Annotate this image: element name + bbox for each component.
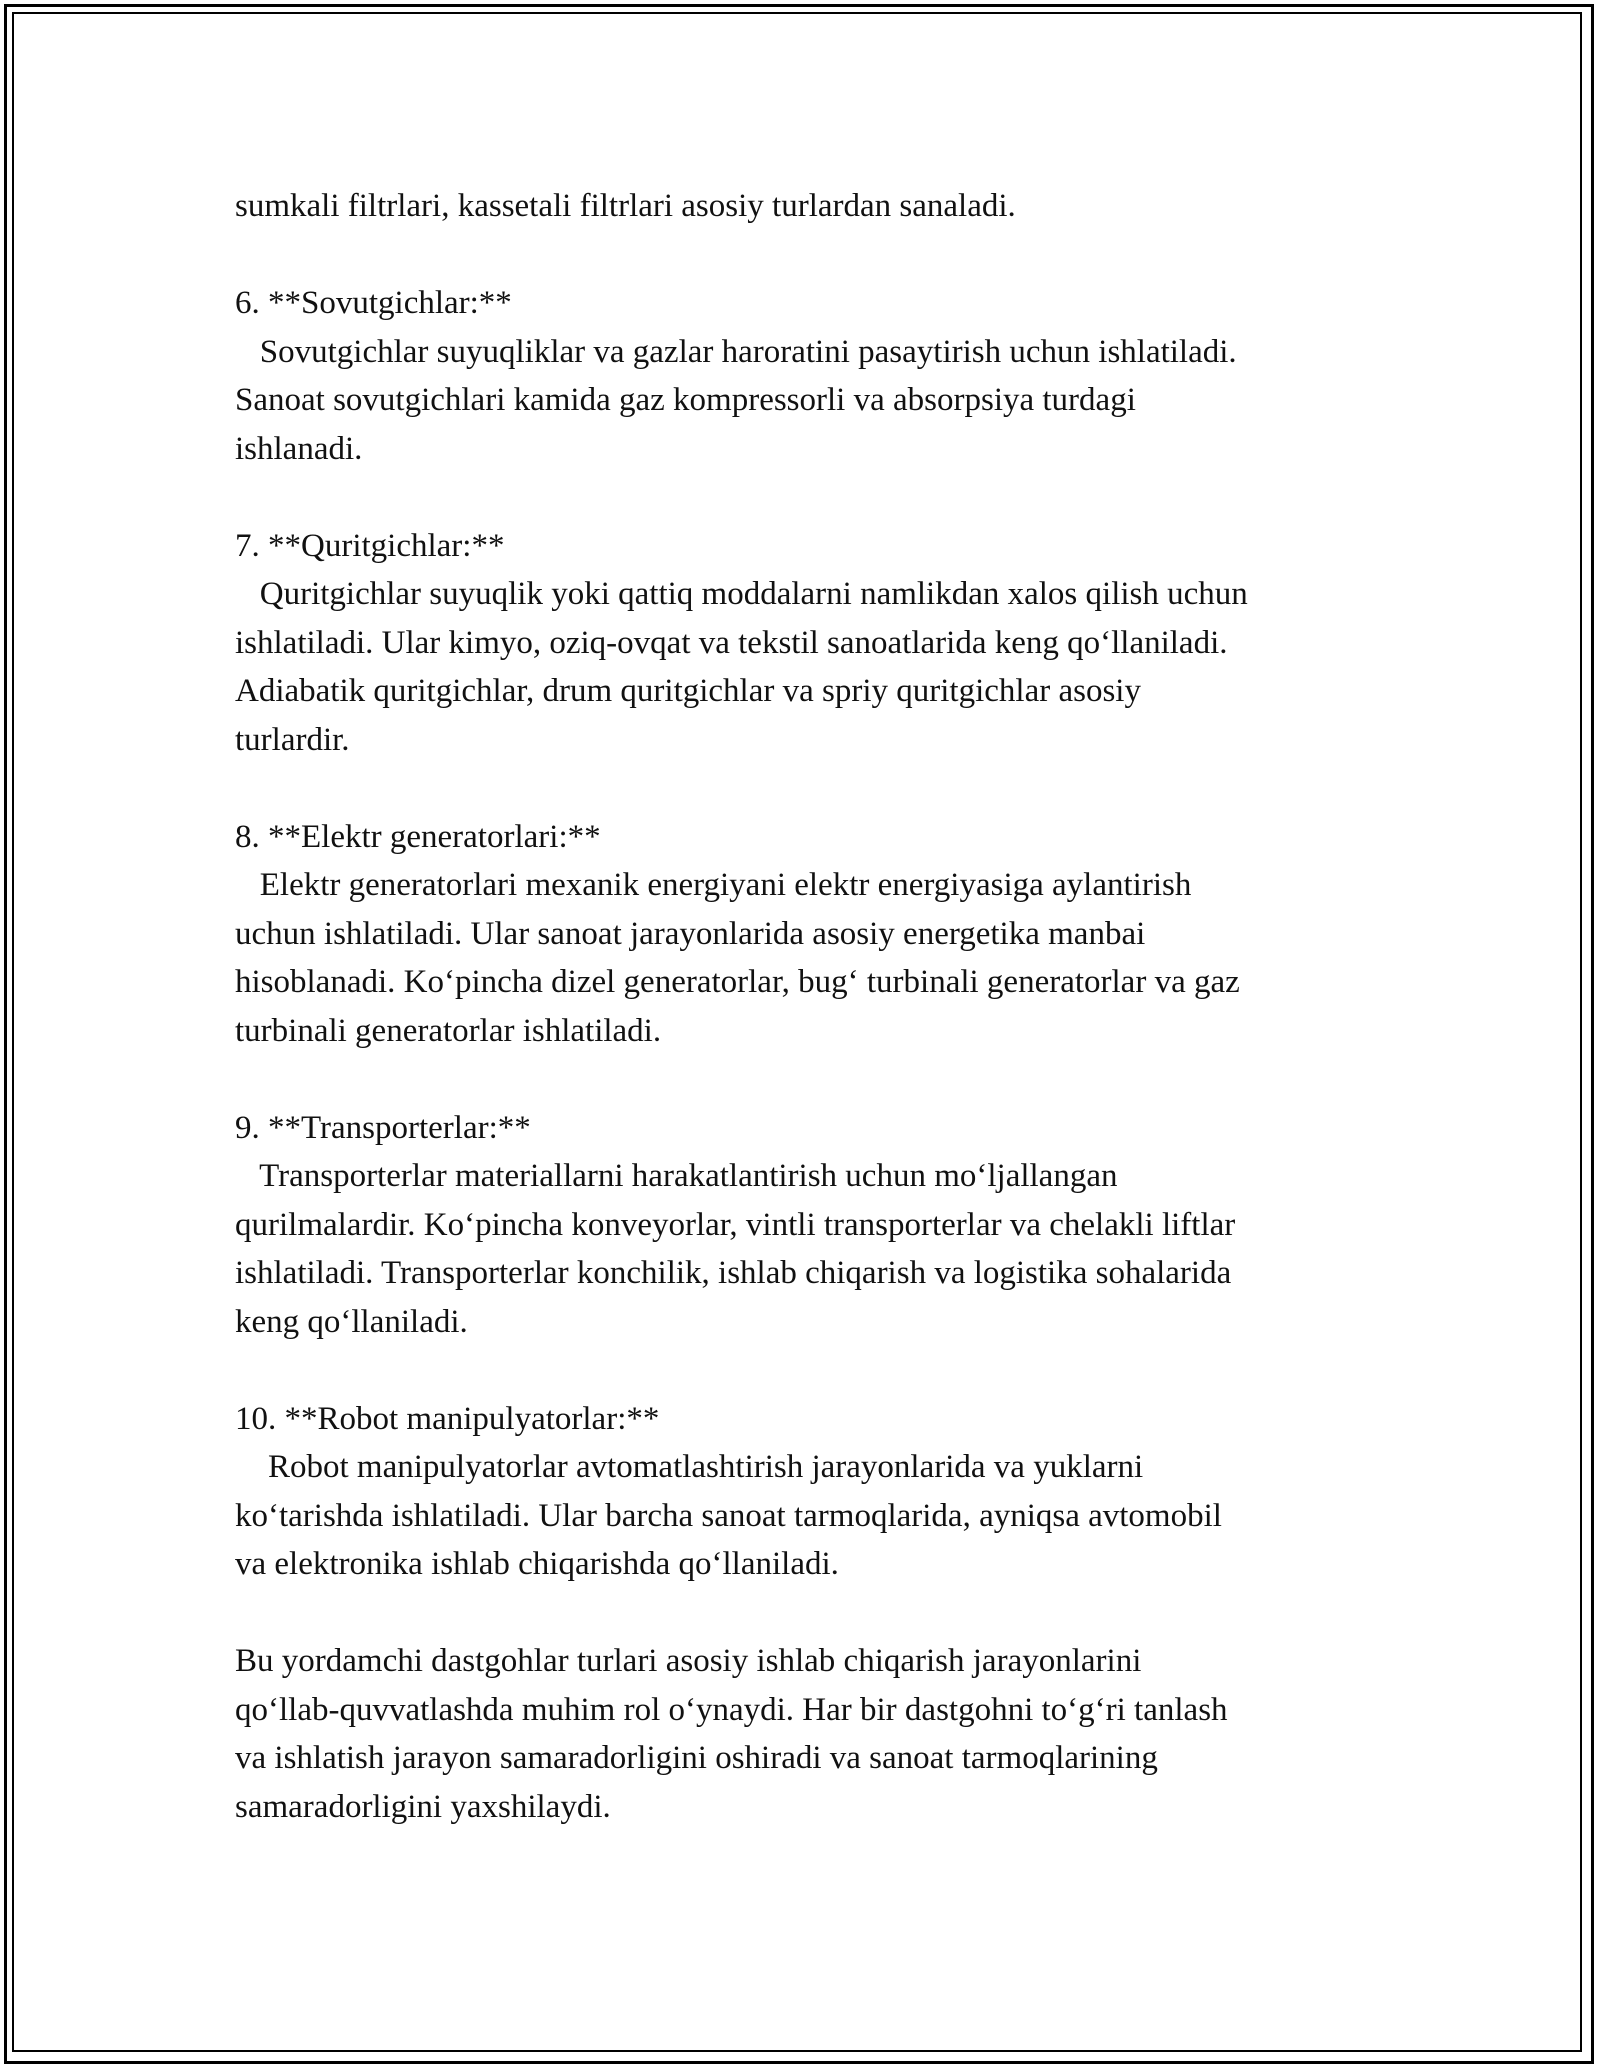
section-line: qurilmalardir. Ko‘pincha konveyorlar, vintli transporterlar va chelakli liftlar bbox=[235, 1206, 1236, 1243]
section-line: hisoblanadi. Ko‘pincha dizel generatorlar, bug‘ turbinali generatorlar va gaz bbox=[235, 964, 1240, 1000]
section-line: Robot manipulyatorlar avtomatlashtirish jarayonlarida va yuklarni bbox=[235, 1449, 1144, 1485]
section-heading-quritgichlar: 7. **Quritgichlar:** bbox=[235, 527, 505, 564]
section-line: turlardir. bbox=[235, 721, 350, 758]
section-line: turbinali generatorlar ishlatiladi. bbox=[235, 1012, 662, 1049]
section-line: ishlatiladi. Transporterlar konchilik, ishlab chiqarish va logistika sohalarida bbox=[235, 1255, 1232, 1291]
section-line: Sanoat sovutgichlari kamida gaz kompressorli va absorpsiya turdagi bbox=[235, 382, 1136, 418]
conclusion-line: Bu yordamchi dastgohlar turlari asosiy ishlab chiqarish jarayonlarini bbox=[235, 1643, 1142, 1679]
section-line: uchun ishlatiladi. Ular sanoat jarayonlarida asosiy energetika manbai bbox=[235, 915, 1146, 952]
paragraph-gap bbox=[235, 1346, 1395, 1395]
conclusion-line: samaradorligini yaxshilaydi. bbox=[235, 1788, 611, 1825]
section-line: ko‘tarishda ishlatiladi. Ular barcha sanoat tarmoqlarida, ayniqsa avtomobil bbox=[235, 1497, 1222, 1534]
intro-line: sumkali filtrlari, kassetali filtrlari asosiy turlardan sanaladi. bbox=[235, 188, 1016, 224]
section-heading-transporterlar: 9. **Transporterlar:** bbox=[235, 1109, 531, 1146]
section-line: keng qo‘llaniladi. bbox=[235, 1303, 468, 1340]
paragraph-gap bbox=[235, 1055, 1395, 1104]
section-line: Sovutgichlar suyuqliklar va gazlar haroratini pasaytirish uchun ishlatiladi. bbox=[235, 333, 1237, 370]
section-heading-robot-manipulyatorlar: 10. **Robot manipulyatorlar:** bbox=[235, 1400, 660, 1437]
section-heading-sovutgichlar: 6. **Sovutgichlar:** bbox=[235, 285, 512, 321]
section-line: Transporterlar materiallarni harakatlantirish uchun mo‘ljallangan bbox=[235, 1158, 1118, 1194]
paragraph-gap bbox=[235, 231, 1395, 280]
paragraph-gap bbox=[235, 764, 1395, 813]
conclusion-line: va ishlatish jarayon samaradorligini oshiradi va sanoat tarmoqlarining bbox=[235, 1740, 1158, 1776]
section-line: ishlatiladi. Ular kimyo, oziq-ovqat va tekstil sanoatlarida keng qo‘llaniladi. bbox=[235, 624, 1228, 661]
paragraph-gap bbox=[235, 1589, 1395, 1638]
section-line: Elektr generatorlari mexanik energiyani elektr energiyasiga aylantirish bbox=[235, 867, 1192, 903]
section-heading-elektr-generatorlari: 8. **Elektr generatorlari:** bbox=[235, 818, 601, 855]
section-line: ishlanadi. bbox=[235, 430, 363, 467]
conclusion-line: qo‘llab-quvvatlashda muhim rol o‘ynaydi. Har bir dastgohni to‘g‘ri tanlash bbox=[235, 1691, 1228, 1728]
section-line: Quritgichlar suyuqlik yoki qattiq moddalarni namlikdan xalos qilish uchun bbox=[235, 576, 1248, 612]
section-line: Adiabatik quritgichlar, drum quritgichlar va spriy quritgichlar asosiy bbox=[235, 673, 1141, 709]
paragraph-gap bbox=[235, 473, 1395, 522]
section-line: va elektronika ishlab chiqarishda qo‘llaniladi. bbox=[235, 1546, 839, 1582]
document-body bbox=[235, 182, 1395, 1831]
